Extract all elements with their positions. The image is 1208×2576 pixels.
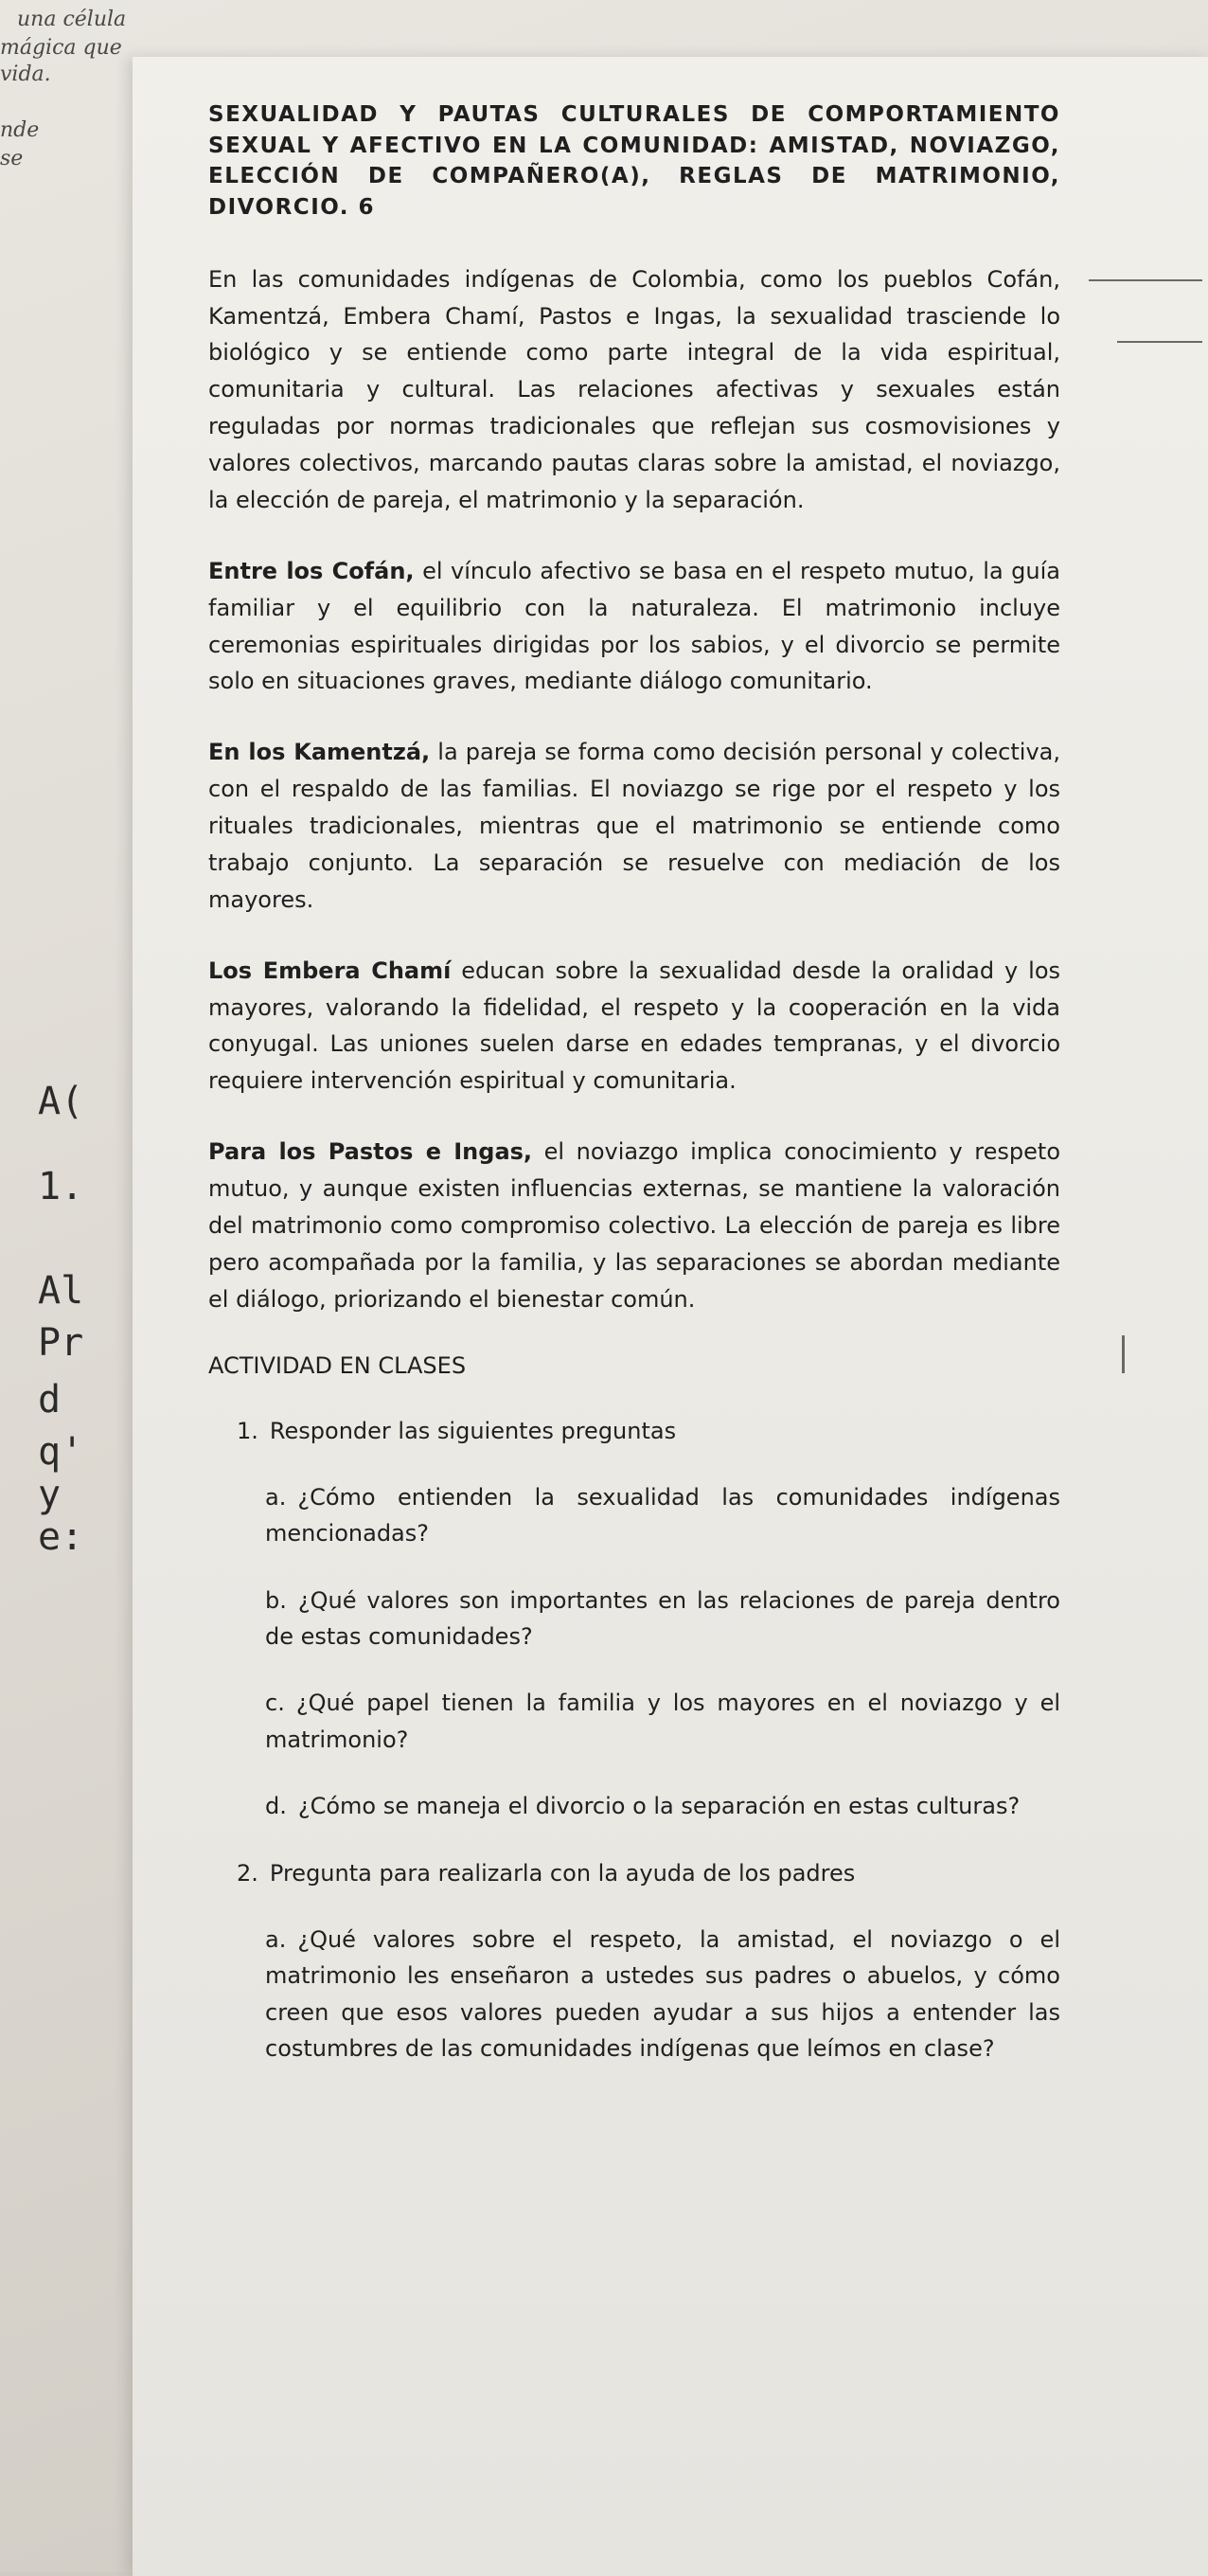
question-1b-text: ¿Qué valores son importantes en las relaciones de pareja dentro de estas comunidades? xyxy=(265,1586,1060,1651)
margin-mark-8: e: xyxy=(38,1515,84,1559)
margin-mark-5: d xyxy=(38,1378,62,1422)
question-1c xyxy=(265,1685,1060,1758)
margin-mark-3: Al xyxy=(38,1269,84,1313)
question-1b xyxy=(265,1583,1060,1655)
margin-mark-2: 1. xyxy=(38,1165,84,1208)
document-page xyxy=(133,57,1208,2576)
section-kamentza-text: la pareja se forma como decisión personal y colectiva, con el respaldo de las familias. El noviazgo se rige por el respeto y los rituales tradicionales, mientras que el matrimonio se entiende como trabajo conjunto. La separación se resuelve con mediación de los mayores. xyxy=(208,739,1060,913)
document-title: SEXUALIDAD Y PAUTAS CULTURALES DE COMPORTAMIENTO SEXUAL Y AFECTIVO EN LA COMUNIDAD: AMISTAD, NOVIAZGO, ELECCIÓN DE COMPAÑERO(A), REGLAS DE MATRIMONIO, DIVORCIO. 6 xyxy=(208,102,1060,220)
section-embera xyxy=(208,953,1060,1100)
back-note-fragment1: nde xyxy=(0,118,40,142)
page-fold-mark xyxy=(1089,279,1202,281)
margin-mark-6: q' xyxy=(38,1430,84,1474)
section-pastos-lead: Para los Pastos e Ingas, xyxy=(208,1138,533,1166)
section-cofan xyxy=(208,553,1060,701)
intro-paragraph: En las comunidades indígenas de Colombia, como los pueblos Cofán, Kamentzá, Embera Chamí, Pastos e Ingas, la sexualidad trasciende lo biológico y se entiende como parte integral de la vida espiritual, comunitaria y cultural. Las relaciones afectivas y sexuales están reguladas por normas tradicionales que reflejan sus cosmovisiones y valores colectivos, marcando pautas claras sobre la amistad, el noviazgo, la elección de pareja, el matrimonio y la separación. xyxy=(208,265,1060,513)
page-fold-mark xyxy=(1122,1335,1125,1373)
margin-mark-4: Pr xyxy=(38,1321,84,1365)
section-cofan-lead: Entre los Cofán, xyxy=(208,557,415,584)
section-kamentza xyxy=(208,734,1060,918)
question-2a xyxy=(265,1922,1060,2067)
question-1d xyxy=(265,1788,1060,1824)
question-1d-letter: d. xyxy=(265,1793,287,1820)
question-1-number: 1. xyxy=(237,1417,258,1444)
question-1a-letter: a. xyxy=(265,1483,287,1511)
back-note-line2: mágica que xyxy=(0,36,122,60)
question-2-number: 2. xyxy=(237,1859,258,1887)
question-1a-text: ¿Cómo entienden la sexualidad las comunidades indígenas mencionadas? xyxy=(265,1483,1060,1547)
question-2a-text: ¿Qué valores sobre el respeto, la amistad, el noviazgo o el matrimonio les enseñaron a ustedes sus padres o abuelos, y cómo creen que esos valores pueden ayudar a sus hijos a entender las costumbres de las comunidades indígenas que leímos en clase? xyxy=(265,1926,1060,2063)
back-note-fragment2: se xyxy=(0,147,24,170)
section-pastos-ingas xyxy=(208,1134,1060,1317)
back-note-line3: vida. xyxy=(0,63,51,86)
question-1-title: Responder las siguientes preguntas xyxy=(269,1417,677,1444)
question-2-heading xyxy=(237,1855,1060,1891)
question-1-heading xyxy=(237,1413,1060,1449)
margin-mark-7: y xyxy=(38,1473,62,1516)
back-note-line1: una célula xyxy=(17,8,127,31)
question-1a xyxy=(265,1479,1060,1552)
section-embera-lead: Los Embera Chamí xyxy=(208,957,452,984)
question-1d-text: ¿Cómo se maneja el divorcio o la separación en estas culturas? xyxy=(297,1793,1021,1820)
question-1c-letter: c. xyxy=(265,1690,285,1717)
question-1b-letter: b. xyxy=(265,1586,287,1614)
section-pastos-text: el noviazgo implica conocimiento y respeto mutuo, y aunque existen influencias externas, se mantiene la valoración del matrimonio como compromiso colectivo. La elección de pareja es libre pero acompañada por la familia, y las separaciones se abordan mediante el diálogo, priorizando el bienestar común. xyxy=(208,1138,1061,1313)
section-kamentza-lead: En los Kamentzá, xyxy=(208,739,431,766)
document-content xyxy=(208,99,1060,2098)
page-fold-mark xyxy=(1117,341,1202,343)
question-2a-letter: a. xyxy=(265,1926,287,1954)
section-cofan-text: el vínculo afectivo se basa en el respeto mutuo, la guía familiar y el equilibrio con la naturaleza. El matrimonio incluye ceremonias espirituales dirigidas por los sabios, y el divorcio se permite solo en situaciones graves, mediante diálogo comunitario. xyxy=(208,557,1061,695)
question-2-title: Pregunta para realizarla con la ayuda de los padres xyxy=(269,1859,856,1887)
activity-title: ACTIVIDAD EN CLASES xyxy=(208,1351,467,1379)
margin-mark-1: A( xyxy=(38,1080,84,1123)
question-1c-text: ¿Qué papel tienen la familia y los mayores en el noviazgo y el matrimonio? xyxy=(265,1690,1060,1753)
section-embera-text: educan sobre la sexualidad desde la oralidad y los mayores, valorando la fidelidad, el respeto y la cooperación en la vida conyugal. Las uniones suelen darse en edades tempranas, y el divorcio requiere intervención espiritual y comunitaria. xyxy=(208,957,1061,1095)
